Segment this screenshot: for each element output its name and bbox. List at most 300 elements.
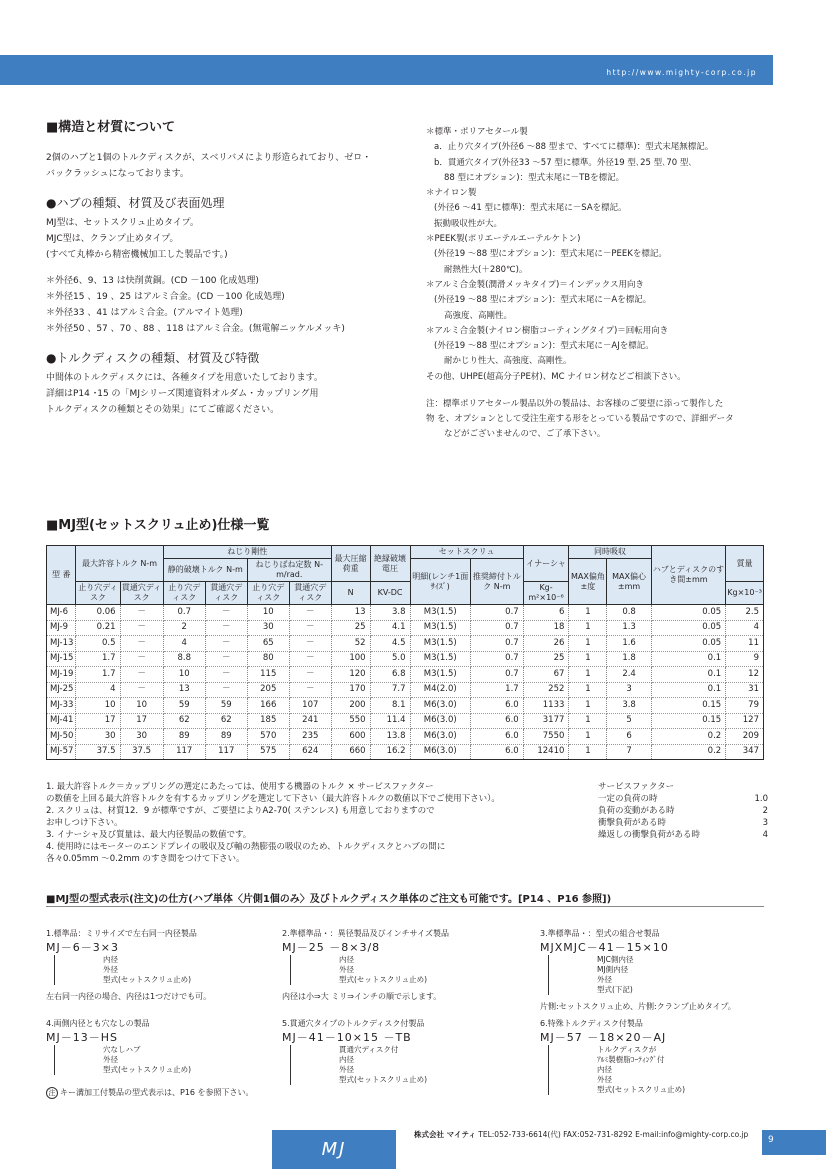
service-factor-row (598, 793, 768, 805)
hub-material: ＊外径33 、41 はアルミ合金。(アルマイト処理) (46, 307, 243, 318)
intro-line: バックラッシュになっております。 (46, 168, 189, 179)
model-cell: MJ-6 (47, 605, 76, 621)
col-blind: 止り穴ディスク (163, 582, 205, 605)
ordering-example (46, 1018, 191, 1075)
example-label: 内径 (597, 1065, 612, 1074)
table-cell: 1 (569, 713, 607, 729)
table-row (47, 636, 764, 652)
table-cell: 6.0 (470, 698, 523, 714)
table-cell: M6(3.0) (410, 729, 470, 745)
ordering-example (282, 928, 449, 1002)
table-cell: 4 (726, 620, 764, 636)
example-label: 内径 (103, 955, 118, 964)
table-cell: － (120, 605, 163, 621)
table-cell: 100 (331, 651, 370, 667)
table-cell: 4 (76, 682, 120, 698)
service-factor (598, 781, 768, 841)
table-cell: 0.15 (651, 698, 726, 714)
table-cell: 241 (289, 713, 331, 729)
table-cell: 209 (726, 729, 764, 745)
table-cell: 6 (607, 729, 651, 745)
table-cell: 25 (331, 620, 370, 636)
example-title: 6.特殊トルクディスク付製品 (540, 1019, 643, 1028)
model-cell: MJ-57 (47, 744, 76, 760)
example-title: 4.両側内径とも穴なしの製品 (46, 1019, 150, 1028)
table-cell: 0.1 (651, 651, 726, 667)
material-line: ＊PEEK製(ポリエーテルエーテルケトン) (426, 234, 581, 245)
hub-material: ＊外径6、9、13 は快削黄銅。(CD －100 化成処理) (46, 275, 259, 286)
table-cell: 347 (726, 744, 764, 760)
table-cell: 1.7 (470, 682, 523, 698)
divider (46, 906, 764, 907)
note-line: などがございませんので、ご了承下さい。 (444, 429, 606, 440)
model-cell: MJ-13 (47, 636, 76, 652)
table-cell: 1.8 (607, 651, 651, 667)
table-cell: － (289, 651, 331, 667)
table-cell: M3(1.5) (410, 605, 470, 621)
table-cell: － (205, 682, 247, 698)
disc-heading: ●トルクディスクの種類、材質及び特徴 (46, 350, 260, 365)
table-cell: 117 (205, 744, 247, 760)
example-label: 貫通穴ディスク付 (339, 1045, 399, 1054)
spec-table (46, 545, 764, 760)
model-cell: MJ-15 (47, 651, 76, 667)
table-cell: 10 (163, 667, 205, 683)
table-cell: 166 (247, 698, 289, 714)
example-labels (54, 955, 211, 985)
ordering-title: ■MJ型の型式表示(注文)の仕方(ハブ単体〈片側1個のみ〉及びトルクディスク単体のご注文も可能です。[P14 、P16 参照]) (46, 894, 612, 905)
col-compress: 最大圧縮荷重 (331, 546, 370, 582)
note-mark: 注 (46, 1087, 58, 1099)
table-cell: 11.4 (370, 713, 410, 729)
table-cell: 37.5 (120, 744, 163, 760)
table-cell: 0.15 (651, 713, 726, 729)
example-label: 外径 (597, 975, 612, 984)
example-title: 5.貫通穴タイプのトルクディスク付製品 (282, 1019, 425, 1028)
table-cell: M3(1.5) (410, 651, 470, 667)
table-cell: 79 (726, 698, 764, 714)
footnote-line: 4. 使用時にはモーターのエンドプレイの吸収及び軸の熱膨張の吸収のため、トルクディスクとハブの間に (46, 842, 446, 852)
col-mass: 質量 (726, 546, 764, 582)
table-cell: 1.7 (76, 667, 120, 683)
sf-label: 繰返しの衝撃負荷がある時 (598, 830, 701, 840)
table-cell: M6(3.0) (410, 698, 470, 714)
model-cell: MJ-19 (47, 667, 76, 683)
service-factor-row (598, 829, 768, 841)
keyway-note-text: キー溝加工付製品の型式表示は、P16 を参照下さい。 (60, 1088, 254, 1097)
table-cell: 120 (331, 667, 370, 683)
unit-compress: N (331, 582, 370, 605)
hub-heading: ●ハブの種類、材質及び表面処理 (46, 195, 225, 210)
table-cell: 59 (163, 698, 205, 714)
service-factor-row (598, 817, 768, 829)
table-cell: 59 (205, 698, 247, 714)
table-cell: － (205, 605, 247, 621)
table-cell: 570 (247, 729, 289, 745)
table-cell: 235 (289, 729, 331, 745)
material-line: (外径6 ～41 型に標準)：型式末尾に－SAを標記。 (434, 203, 627, 214)
table-cell: 1 (569, 605, 607, 621)
example-label: MJC側内径 (597, 955, 634, 964)
table-cell: 1.3 (607, 620, 651, 636)
sf-label: 衝撃負荷がある時 (598, 818, 667, 828)
hub-line: MJC型は、クランプ止めタイプ。 (46, 233, 179, 244)
col-through: 貫通穴ディスク (205, 582, 247, 605)
spec-table-body (47, 605, 764, 760)
hub-material: ＊外径50 、57 、70 、88 、118 はアルミ合金。(無電解ニッケルメッキ) (46, 323, 345, 334)
col-gap: ハブとディスクのすき間±mm (651, 546, 726, 605)
table-cell: 1 (569, 620, 607, 636)
table-cell: 0.7 (470, 620, 523, 636)
footnote-line: 2. スクリュは、材質12．9 が標準ですが、ご要望によりA2-70( ステンレス) も用意しておりますので (46, 806, 435, 816)
table-cell: M3(1.5) (410, 636, 470, 652)
hub-line: MJ型は、セットスクリュ止めタイプ。 (46, 217, 199, 228)
table-cell: 89 (205, 729, 247, 745)
table-cell: 9 (726, 651, 764, 667)
material-line: 耐熱性大(＋280℃)。 (444, 264, 528, 275)
example-label: ｱﾙﾐ製樹脂ｺｰﾃｨﾝｸﾞ付 (597, 1055, 665, 1064)
example-code: MJXMJC－41－15×10 (540, 941, 669, 954)
table-cell: － (289, 605, 331, 621)
table-cell: 4.5 (370, 636, 410, 652)
example-label: 型式(セットスクリュ止め) (339, 1075, 428, 1084)
service-factor-row (598, 805, 768, 817)
example-label: 外径 (103, 965, 118, 974)
example-label: 穴なしハブ (103, 1045, 141, 1054)
footnote-line: 3. イナーシャ及び質量は、最大内径製品の数値です。 (46, 830, 252, 840)
table-cell: 1 (569, 698, 607, 714)
footnote-line: の数値を上回る最大許容トルクを有するカップリングを選定して下さい（最大許容トルクの数値以下でご使用下さい）。 (46, 794, 500, 804)
model-cell: MJ-50 (47, 729, 76, 745)
table-cell: 8.8 (163, 651, 205, 667)
table-cell: 2 (163, 620, 205, 636)
model-cell: MJ-33 (47, 698, 76, 714)
intro-line: 2個のハブと1個のトルクディスクが、スベリバメにより形造られており、ゼロ・ (46, 152, 372, 163)
table-cell: 0.8 (607, 605, 651, 621)
table-cell: 0.7 (470, 636, 523, 652)
header-band (0, 55, 773, 85)
example-label: 内径 (339, 1055, 354, 1064)
company-info (414, 1129, 748, 1140)
table-cell: － (205, 651, 247, 667)
material-line: b．貫通穴タイプ(外径33 ～57 型に標準。外径19 型､25 型､70 型､ (434, 157, 693, 168)
ordering-example (46, 928, 211, 1002)
col-spring: ねじりばね定数 N-m/rad. (247, 559, 331, 582)
table-cell: 3.8 (607, 698, 651, 714)
table-cell: 10 (76, 698, 120, 714)
table-cell: 89 (163, 729, 205, 745)
table-cell: 6.0 (470, 744, 523, 760)
table-cell: 8.1 (370, 698, 410, 714)
example-code: MJ－57 －18×20－AJ (540, 1031, 667, 1044)
table-cell: 0.05 (651, 605, 726, 621)
disc-line: 詳細はP14 ･15 の「MJシリーズ関連資料オルダム・カップリング用 (46, 388, 319, 399)
example-title: 2.準標準品・：異径製品及びインチサイズ製品 (282, 929, 449, 938)
material-line: (外径19 ～88 型にオプション)：型式末尾に－PEEKを標記。 (434, 249, 667, 260)
example-title: 1.標準品：ミリサイズで左右同一内径製品 (46, 929, 197, 938)
ordering-example (540, 1018, 685, 1095)
table-cell: 62 (205, 713, 247, 729)
example-label: 外径 (103, 1055, 118, 1064)
col-screw-spec: 明細(レンチ1面ｻｲｽﾞ) (410, 559, 470, 605)
table-cell: － (120, 636, 163, 652)
table-cell: 1 (569, 682, 607, 698)
material-line: 振動吸収性が大。 (434, 218, 503, 229)
col-offset: MAX偏心±mm (607, 559, 651, 605)
table-cell: 0.2 (651, 729, 726, 745)
table-cell: 0.2 (651, 744, 726, 760)
table-row (47, 729, 764, 745)
material-line: 耐かじり性大、高強度、高剛性。 (444, 356, 572, 367)
table-cell: 52 (331, 636, 370, 652)
example-label: 型式(セットスクリュ止め) (339, 975, 428, 984)
sf-value: 3 (762, 818, 768, 828)
table-cell: 11 (726, 636, 764, 652)
note-line: 注：標準ポリアセタール製品以外の製品は、お客様のご要望に添って製作した (426, 399, 724, 410)
spec-footnotes (46, 781, 586, 865)
col-tighten: 推奨締付トルク N-m (470, 559, 523, 605)
table-cell: 30 (76, 729, 120, 745)
table-row (47, 620, 764, 636)
model-cell: MJ-9 (47, 620, 76, 636)
example-labels (548, 1045, 685, 1095)
example-labels (548, 955, 736, 995)
table-row (47, 605, 764, 621)
table-cell: 16.2 (370, 744, 410, 760)
sf-value: 1.0 (754, 794, 768, 804)
table-cell: 12 (726, 667, 764, 683)
table-cell: 1 (569, 636, 607, 652)
table-cell: 1133 (523, 698, 569, 714)
table-cell: 107 (289, 698, 331, 714)
material-line: ＊ナイロン製 (426, 188, 477, 199)
table-cell: － (120, 682, 163, 698)
col-inertia: イナーシャ (523, 546, 569, 582)
structure-section (46, 118, 406, 418)
table-cell: 5 (607, 713, 651, 729)
table-cell: 37.5 (76, 744, 120, 760)
example-label: 型式(セットスクリュ止め) (103, 975, 192, 984)
table-cell: 205 (247, 682, 289, 698)
material-line: (外径19 ～88 型にオプション)：型式末尾に－Aを標記。 (434, 295, 652, 306)
example-code: MJ－13－HS (46, 1031, 118, 1044)
table-cell: 1 (569, 744, 607, 760)
table-cell: 18 (523, 620, 569, 636)
table-cell: 30 (247, 620, 289, 636)
table-cell: 6.0 (470, 713, 523, 729)
material-line: ＊アルミ合金製(潤滑メッキタイプ)＝インデックス用向き (426, 279, 645, 290)
table-row (47, 667, 764, 683)
example-note: 左右同一内径の場合、内径は1つだけでも可。 (46, 992, 212, 1001)
table-cell: 65 (247, 636, 289, 652)
table-cell: 10 (247, 605, 289, 621)
table-cell: 31 (726, 682, 764, 698)
example-title: 3.準標準品・：型式の組合せ製品 (540, 929, 660, 938)
table-cell: － (120, 651, 163, 667)
table-cell: 3177 (523, 713, 569, 729)
disc-line: トルクディスクの種類とその効果」にてご確認ください。 (46, 404, 280, 415)
table-cell: M3(1.5) (410, 667, 470, 683)
table-cell: 0.21 (76, 620, 120, 636)
table-cell: 7 (607, 744, 651, 760)
sf-value: 2 (762, 806, 768, 816)
table-cell: 0.7 (470, 667, 523, 683)
col-torsion: ねじり剛性 (163, 546, 331, 559)
table-cell: 12410 (523, 744, 569, 760)
sf-value: 4 (762, 830, 768, 840)
table-cell: 67 (523, 667, 569, 683)
website-url[interactable]: http://www.mighty-corp.co.jp (606, 68, 757, 77)
footnote-line: 1. 最大許容トルク＝カップリングの選定にあたっては、使用する機器のトルク × サービスファクター (46, 782, 434, 792)
keyway-note (46, 1087, 254, 1099)
table-row (47, 651, 764, 667)
example-labels (290, 1045, 427, 1085)
table-cell: 252 (523, 682, 569, 698)
table-cell: 6.0 (470, 729, 523, 745)
disc-material-section (426, 125, 776, 442)
table-cell: － (289, 667, 331, 683)
unit-inertia: Kg-m²×10⁻⁶ (523, 582, 569, 605)
series-badge: MJ (272, 1130, 396, 1169)
example-label: 外径 (339, 1065, 354, 1074)
table-cell: 62 (163, 713, 205, 729)
table-cell: 170 (331, 682, 370, 698)
table-row (47, 713, 764, 729)
table-cell: M6(3.0) (410, 713, 470, 729)
table-cell: 6.8 (370, 667, 410, 683)
table-row (47, 698, 764, 714)
table-cell: 25 (523, 651, 569, 667)
table-cell: 0.7 (470, 605, 523, 621)
example-note: 内径は小⇒大 ミリ⇒インチの順で示します。 (282, 992, 442, 1001)
material-line: ＊標準・ポリアセタール製 (426, 127, 528, 137)
table-cell: 0.7 (470, 651, 523, 667)
table-cell: 17 (120, 713, 163, 729)
footnote-line: 各々0.05mm ～0.2mm のすき間をつけて下さい。 (46, 854, 245, 864)
company-name: 株式会社 マイティ (414, 1130, 476, 1139)
unit-mass: Kg×10⁻³ (726, 582, 764, 605)
material-line: (外径19 ～88 型にオプション)：型式末尾に－AJを標記。 (434, 341, 654, 352)
table-cell: － (289, 620, 331, 636)
hub-line: (すべて丸棒から精密機械加工した製品です。) (46, 249, 228, 260)
table-cell: 10 (120, 698, 163, 714)
table-cell: － (120, 667, 163, 683)
col-model: 型 番 (47, 546, 76, 605)
col-torque: 最大許容トルク N-m (76, 546, 163, 582)
table-cell: 30 (120, 729, 163, 745)
example-label: 外径 (597, 1075, 612, 1084)
table-cell: 200 (331, 698, 370, 714)
table-cell: 2.4 (607, 667, 651, 683)
table-row (47, 682, 764, 698)
col-angle: MAX偏角±度 (569, 559, 607, 605)
model-cell: MJ-41 (47, 713, 76, 729)
table-cell: 0.1 (651, 682, 726, 698)
col-static: 静的破壊トルク N-m (163, 559, 247, 582)
material-line: 高強度、高剛性。 (444, 310, 513, 321)
table-cell: － (205, 620, 247, 636)
unit-voltage: KV-DC (370, 582, 410, 605)
col-absorb: 同時吸収 (569, 546, 651, 559)
table-cell: 4.1 (370, 620, 410, 636)
table-cell: － (205, 667, 247, 683)
example-labels (290, 955, 449, 985)
example-label: 型式(下記) (597, 985, 633, 994)
spec-table-title: ■MJ型(セットスクリュ止め)仕様一覧 (46, 518, 270, 533)
table-cell: 127 (726, 713, 764, 729)
table-cell: M3(1.5) (410, 620, 470, 636)
table-cell: 6 (523, 605, 569, 621)
table-cell: 660 (331, 744, 370, 760)
disc-line: 中間体のトルクディスクには、各種タイプを用意いたしております。 (46, 372, 323, 383)
sf-label: 一定の負荷の時 (598, 794, 658, 804)
table-cell: 575 (247, 744, 289, 760)
table-cell: 7.7 (370, 682, 410, 698)
table-cell: － (289, 636, 331, 652)
example-label: 外径 (339, 965, 354, 974)
table-cell: 3.8 (370, 605, 410, 621)
table-cell: 7550 (523, 729, 569, 745)
example-label: 型式(セットスクリュ止め) (103, 1065, 192, 1074)
table-cell: 115 (247, 667, 289, 683)
table-cell: 0.7 (163, 605, 205, 621)
example-code: MJ－25 －8×3/8 (282, 941, 381, 954)
table-cell: 13.8 (370, 729, 410, 745)
col-blind: 止り穴ディスク (76, 582, 120, 605)
table-cell: 0.06 (76, 605, 120, 621)
material-line: 88 型にオプション)：型式末尾に－TBを標記。 (444, 172, 625, 183)
table-cell: 0.5 (76, 636, 120, 652)
table-cell: 13 (331, 605, 370, 621)
ordering-example (282, 1018, 427, 1085)
table-cell: 1.6 (607, 636, 651, 652)
example-label: 内径 (339, 955, 354, 964)
example-label: 型式(セットスクリュ止め) (597, 1085, 686, 1094)
example-label: トルクディスクが (597, 1045, 657, 1054)
model-cell: MJ-25 (47, 682, 76, 698)
table-cell: － (205, 636, 247, 652)
service-factor-title: サービスファクター (598, 782, 675, 792)
table-cell: 5.0 (370, 651, 410, 667)
material-line: ＊アルミ合金製(ナイロン樹脂コーティングタイプ)＝回転用向き (426, 325, 669, 336)
section-title: ■構造と材質について (46, 120, 176, 135)
example-labels (54, 1045, 191, 1075)
col-voltage: 絶縁破壊電圧 (370, 546, 410, 582)
table-cell: 80 (247, 651, 289, 667)
table-cell: 17 (76, 713, 120, 729)
hub-material: ＊外径15 、19 、25 はアルミ合金。(CD －100 化成処理) (46, 291, 285, 302)
table-cell: 26 (523, 636, 569, 652)
table-cell: M4(2.0) (410, 682, 470, 698)
table-cell: 1.7 (76, 651, 120, 667)
material-line: a．止り穴タイプ(外径6 ～88 型まで、すべてに標準)：型式末尾無標記。 (434, 142, 714, 153)
table-cell: 13 (163, 682, 205, 698)
example-code: MJ－41－10×15 －TB (282, 1031, 412, 1044)
table-cell: 0.1 (651, 667, 726, 683)
table-cell: 550 (331, 713, 370, 729)
sf-label: 負荷の変動がある時 (598, 806, 675, 816)
contact-info: TEL:052-733-6614(代) FAX:052-731-8292 E-mail:info@mighty-corp.co.jp (478, 1130, 749, 1139)
col-through: 貫通穴ディスク (289, 582, 331, 605)
ordering-example (540, 928, 736, 1012)
col-screw: セットスクリュ (410, 546, 523, 559)
table-cell: 1 (569, 651, 607, 667)
col-through: 貫通穴ディスク (120, 582, 163, 605)
table-cell: 4 (163, 636, 205, 652)
table-row (47, 744, 764, 760)
material-note (426, 397, 776, 442)
note-line: 物 を、オプションとして受注生産する形をとっている製品ですので、詳細データ (426, 414, 734, 425)
